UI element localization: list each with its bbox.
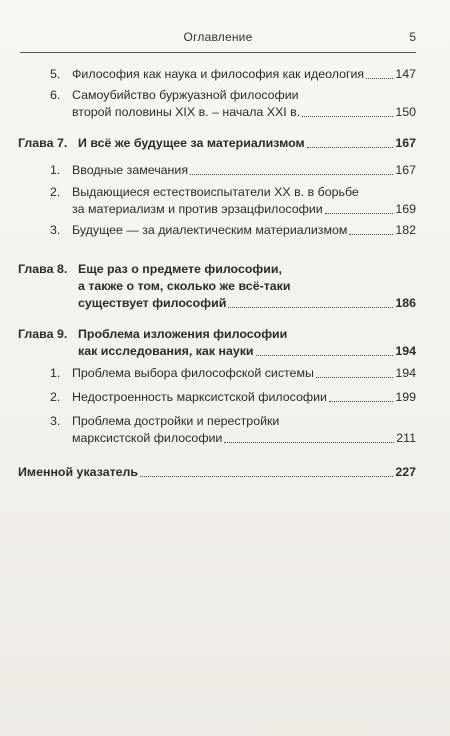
dot-leader: [349, 234, 393, 235]
chapter-title-line: существует философий: [78, 296, 227, 310]
section-number: 2.: [50, 390, 61, 404]
dot-leader: [190, 174, 393, 175]
section-number: 6.: [50, 88, 61, 102]
page-ref: 199: [395, 390, 416, 404]
page-ref: 182: [395, 223, 416, 237]
chapter-title-line: Еще раз о предмете философии,: [78, 262, 282, 276]
section-title: Вводные замечания: [72, 163, 189, 177]
section-number: 5.: [50, 67, 61, 81]
section-number: 3.: [50, 223, 61, 237]
section-number: 1.: [50, 163, 61, 177]
page-ref: 147: [395, 67, 416, 81]
dot-leader: [329, 401, 393, 402]
page-ref: 227: [395, 465, 416, 479]
section-title-line: второй половины XIX в. – начала XXI в.: [72, 105, 301, 119]
chapter-label: Глава 8.: [18, 262, 68, 276]
section-title-line: за материализм и против эрзацфилософии: [72, 202, 323, 216]
dot-leader: [366, 78, 393, 79]
page-ref: 211: [396, 431, 416, 445]
section-number: 3.: [50, 414, 61, 428]
section-title: Недостроенность марксистской философии: [72, 390, 327, 404]
section-title-line: марксистской философии: [72, 431, 223, 445]
page-ref: 169: [395, 202, 416, 216]
toc-entry: [18, 413, 416, 447]
chapter-entry: [18, 326, 416, 360]
section-title-line: Выдающиеся естествоиспытатели XX в. в борьбе: [72, 185, 359, 199]
toc-entry: [18, 162, 416, 179]
chapter-label: Глава 9.: [18, 327, 68, 341]
dot-leader: [140, 476, 393, 477]
section-number: 2.: [50, 185, 61, 199]
page-ref: 186: [395, 296, 416, 310]
section-title-line: Проблема достройки и перестройки: [72, 414, 280, 428]
chapter-entry: [18, 261, 416, 312]
page-ref: 150: [395, 105, 416, 119]
dot-leader: [316, 377, 393, 378]
dot-leader: [256, 355, 394, 356]
section-title: Проблема выбора философской системы: [72, 366, 314, 380]
section-title: Философия как наука и философия как идеология: [72, 67, 365, 81]
dot-leader: [307, 147, 394, 148]
chapter-title-line: Проблема изложения философии: [78, 327, 288, 341]
toc-entry: [18, 389, 416, 406]
toc-entry: [18, 87, 416, 121]
section-title-line: Самоубийство буржуазной философии: [72, 88, 299, 102]
toc-entry: [18, 365, 416, 382]
section-title: Будущее — за диалектическим материализмом: [72, 223, 348, 237]
dot-leader: [302, 116, 393, 117]
chapter-title-line: а также о том, сколько же всё-таки: [78, 279, 291, 293]
chapter-entry: [18, 135, 416, 152]
page-ref: 167: [395, 136, 416, 150]
page-number: 5: [409, 30, 416, 44]
page-ref: 194: [395, 366, 416, 380]
chapter-label: Глава 7.: [18, 136, 68, 150]
chapter-title: И всё же будущее за материализмом: [78, 136, 305, 150]
page-ref: 167: [395, 163, 416, 177]
dot-leader: [224, 442, 394, 443]
index-entry: [18, 464, 416, 481]
dot-leader: [325, 213, 394, 214]
section-number: 1.: [50, 366, 61, 380]
chapter-title-line: как исследования, как науки: [78, 344, 254, 358]
toc-entry: [18, 184, 416, 218]
page-ref: 194: [395, 344, 416, 358]
toc-entry: [18, 222, 416, 239]
dot-leader: [228, 307, 393, 308]
running-head-title: Оглавление: [183, 30, 253, 44]
index-title: Именной указатель: [18, 465, 139, 479]
toc-entry: [18, 66, 416, 83]
running-head: [20, 30, 416, 53]
